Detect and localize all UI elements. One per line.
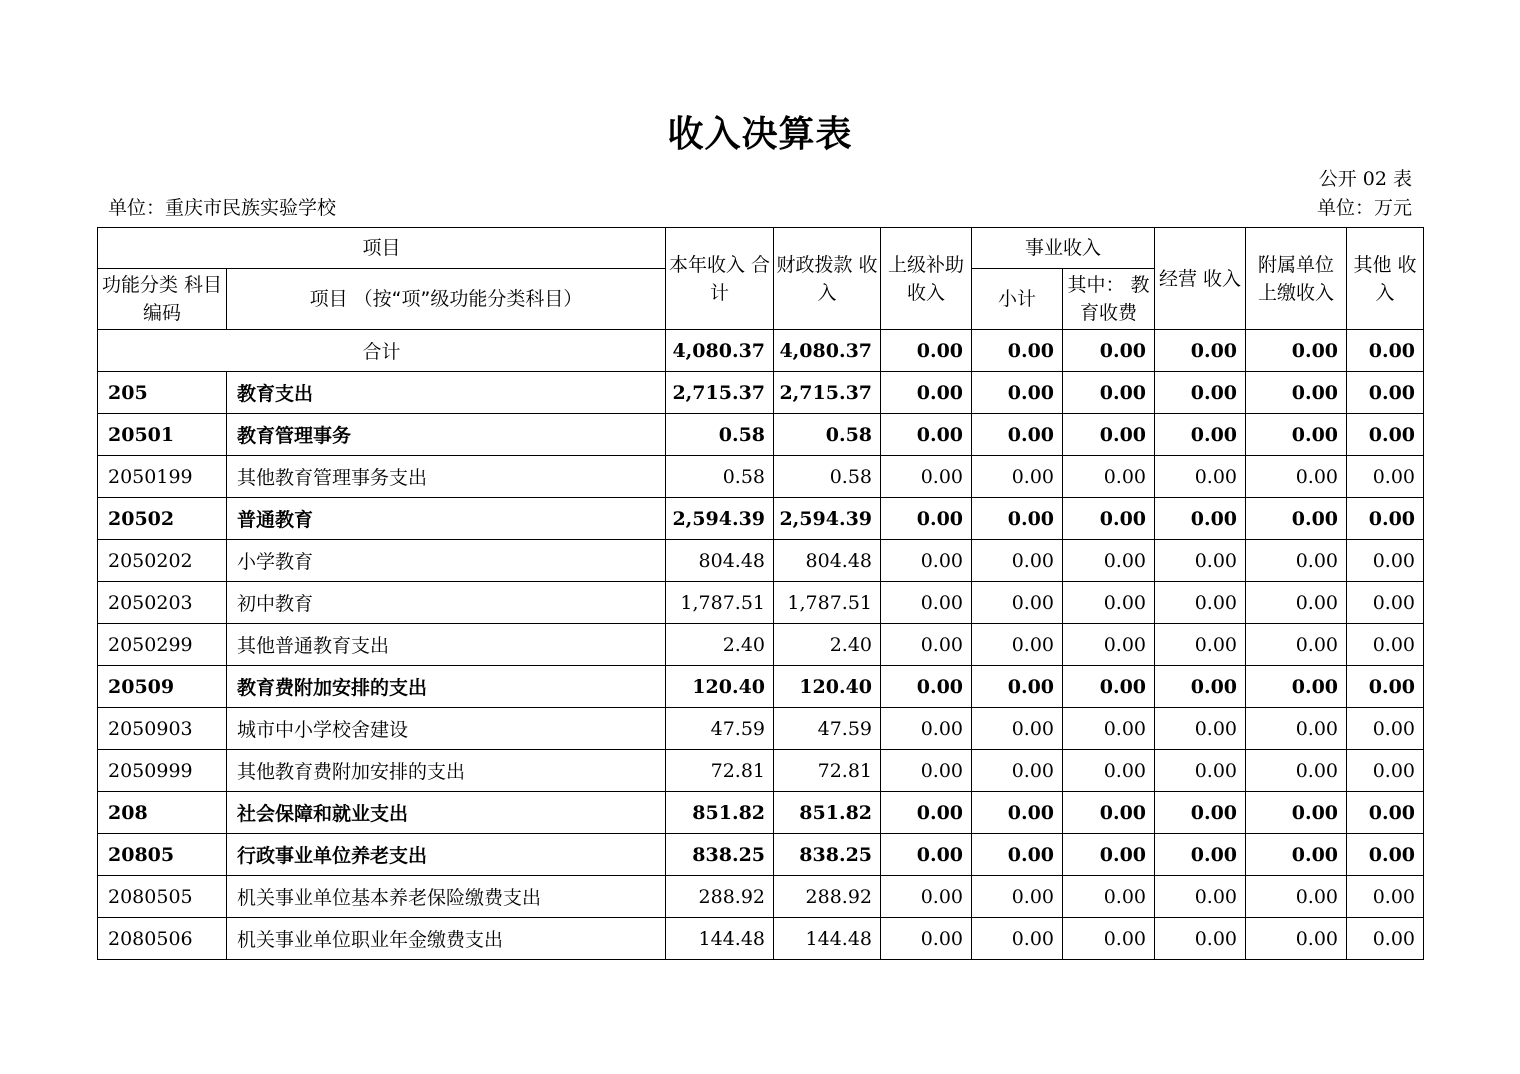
row-name: 普通教育 bbox=[227, 498, 666, 540]
header-affiliated: 附属单位 上缴收入 bbox=[1246, 228, 1347, 330]
row-value: 0.00 bbox=[1155, 666, 1246, 708]
organization-unit: 单位：重庆市民族实验学校 bbox=[108, 197, 337, 219]
row-value: 0.00 bbox=[1155, 582, 1246, 624]
row-value: 0.00 bbox=[972, 456, 1063, 498]
row-value: 0.00 bbox=[881, 834, 972, 876]
row-value: 2,594.39 bbox=[666, 498, 774, 540]
row-value: 0.58 bbox=[774, 456, 881, 498]
row-value: 0.00 bbox=[1155, 750, 1246, 792]
row-value: 2.40 bbox=[774, 624, 881, 666]
row-value: 0.00 bbox=[881, 624, 972, 666]
row-name: 初中教育 bbox=[227, 582, 666, 624]
form-number: 公开 02 表 bbox=[1318, 168, 1412, 190]
row-value: 0.00 bbox=[1063, 372, 1155, 414]
table-row bbox=[98, 834, 1424, 876]
row-value: 0.00 bbox=[1063, 624, 1155, 666]
row-value: 0.00 bbox=[1246, 372, 1347, 414]
row-value: 0.00 bbox=[881, 750, 972, 792]
row-value: 0.58 bbox=[774, 414, 881, 456]
row-code: 205 bbox=[98, 372, 227, 414]
row-value: 0.00 bbox=[1155, 624, 1246, 666]
row-value: 0.00 bbox=[972, 666, 1063, 708]
row-code: 20502 bbox=[98, 498, 227, 540]
row-value: 0.00 bbox=[972, 498, 1063, 540]
row-value: 0.00 bbox=[972, 372, 1063, 414]
table-row bbox=[98, 372, 1424, 414]
row-value: 0.00 bbox=[1155, 372, 1246, 414]
row-code: 2050903 bbox=[98, 708, 227, 750]
row-value: 0.00 bbox=[1246, 624, 1347, 666]
row-value: 0.00 bbox=[1155, 498, 1246, 540]
row-code: 2050999 bbox=[98, 750, 227, 792]
row-name: 教育管理事务 bbox=[227, 414, 666, 456]
row-value: 120.40 bbox=[774, 666, 881, 708]
income-statement-table bbox=[97, 227, 1424, 960]
total-value: 0.00 bbox=[881, 330, 972, 372]
row-value: 0.00 bbox=[1246, 834, 1347, 876]
row-value: 0.00 bbox=[1155, 540, 1246, 582]
header-project: 项目 bbox=[98, 228, 666, 269]
row-value: 0.00 bbox=[1155, 414, 1246, 456]
total-value: 0.00 bbox=[1347, 330, 1424, 372]
row-name: 教育支出 bbox=[227, 372, 666, 414]
total-value: 0.00 bbox=[1063, 330, 1155, 372]
row-value: 0.00 bbox=[1063, 666, 1155, 708]
row-value: 0.00 bbox=[1347, 582, 1424, 624]
row-value: 0.00 bbox=[1246, 582, 1347, 624]
header-superior: 上级补助 收入 bbox=[881, 228, 972, 330]
row-code: 2080505 bbox=[98, 876, 227, 918]
row-value: 2,715.37 bbox=[666, 372, 774, 414]
row-value: 0.00 bbox=[1246, 876, 1347, 918]
row-name: 教育费附加安排的支出 bbox=[227, 666, 666, 708]
row-value: 0.00 bbox=[1063, 414, 1155, 456]
row-value: 0.00 bbox=[1347, 666, 1424, 708]
row-value: 0.00 bbox=[881, 792, 972, 834]
row-value: 0.00 bbox=[1347, 540, 1424, 582]
total-label: 合计 bbox=[98, 330, 666, 372]
row-code: 2080506 bbox=[98, 918, 227, 960]
row-code: 20501 bbox=[98, 414, 227, 456]
row-value: 851.82 bbox=[666, 792, 774, 834]
row-value: 0.00 bbox=[1063, 876, 1155, 918]
table-row bbox=[98, 540, 1424, 582]
row-value: 0.00 bbox=[1246, 414, 1347, 456]
row-value: 804.48 bbox=[666, 540, 774, 582]
row-value: 0.00 bbox=[881, 540, 972, 582]
row-value: 1,787.51 bbox=[774, 582, 881, 624]
header-total: 本年收入 合计 bbox=[666, 228, 774, 330]
row-code: 208 bbox=[98, 792, 227, 834]
header-operating: 经营 收入 bbox=[1155, 228, 1246, 330]
row-value: 47.59 bbox=[666, 708, 774, 750]
row-value: 838.25 bbox=[774, 834, 881, 876]
table-row bbox=[98, 876, 1424, 918]
table-row bbox=[98, 708, 1424, 750]
row-code: 20805 bbox=[98, 834, 227, 876]
row-value: 0.00 bbox=[1246, 708, 1347, 750]
row-value: 0.58 bbox=[666, 456, 774, 498]
row-value: 0.00 bbox=[1246, 540, 1347, 582]
row-value: 0.00 bbox=[1063, 456, 1155, 498]
header-business-subtotal: 小计 bbox=[972, 269, 1063, 330]
row-value: 72.81 bbox=[774, 750, 881, 792]
row-value: 0.00 bbox=[881, 666, 972, 708]
row-value: 0.00 bbox=[1246, 456, 1347, 498]
row-value: 0.00 bbox=[972, 624, 1063, 666]
total-value: 0.00 bbox=[1155, 330, 1246, 372]
row-value: 0.00 bbox=[972, 792, 1063, 834]
row-name: 其他普通教育支出 bbox=[227, 624, 666, 666]
row-value: 0.00 bbox=[1347, 792, 1424, 834]
row-value: 0.00 bbox=[972, 918, 1063, 960]
row-value: 0.00 bbox=[1347, 834, 1424, 876]
row-value: 0.00 bbox=[972, 834, 1063, 876]
row-value: 0.58 bbox=[666, 414, 774, 456]
row-code: 2050202 bbox=[98, 540, 227, 582]
header-business: 事业收入 bbox=[972, 228, 1155, 269]
row-value: 0.00 bbox=[1063, 918, 1155, 960]
total-row bbox=[98, 330, 1424, 372]
header-fiscal: 财政拨款 收入 bbox=[774, 228, 881, 330]
table-row bbox=[98, 582, 1424, 624]
row-value: 47.59 bbox=[774, 708, 881, 750]
row-name: 其他教育管理事务支出 bbox=[227, 456, 666, 498]
row-value: 838.25 bbox=[666, 834, 774, 876]
row-value: 72.81 bbox=[666, 750, 774, 792]
row-value: 144.48 bbox=[774, 918, 881, 960]
row-name: 机关事业单位职业年金缴费支出 bbox=[227, 918, 666, 960]
row-value: 120.40 bbox=[666, 666, 774, 708]
row-value: 0.00 bbox=[1347, 708, 1424, 750]
row-value: 0.00 bbox=[1246, 498, 1347, 540]
row-code: 2050299 bbox=[98, 624, 227, 666]
row-value: 0.00 bbox=[881, 582, 972, 624]
row-name: 城市中小学校舍建设 bbox=[227, 708, 666, 750]
total-value: 4,080.37 bbox=[774, 330, 881, 372]
header-name: 项目 （按“项”级功能分类科目） bbox=[227, 269, 666, 330]
row-value: 0.00 bbox=[1155, 834, 1246, 876]
row-value: 0.00 bbox=[1347, 750, 1424, 792]
header-code: 功能分类 科目编码 bbox=[98, 269, 227, 330]
row-value: 0.00 bbox=[1347, 876, 1424, 918]
header-row-1 bbox=[98, 228, 1424, 269]
header-business-edu: 其中： 教育收费 bbox=[1063, 269, 1155, 330]
row-value: 804.48 bbox=[774, 540, 881, 582]
row-value: 0.00 bbox=[972, 414, 1063, 456]
row-value: 0.00 bbox=[1246, 918, 1347, 960]
row-value: 1,787.51 bbox=[666, 582, 774, 624]
row-value: 0.00 bbox=[881, 414, 972, 456]
row-name: 行政事业单位养老支出 bbox=[227, 834, 666, 876]
row-value: 0.00 bbox=[1347, 456, 1424, 498]
table-row bbox=[98, 456, 1424, 498]
table-row bbox=[98, 666, 1424, 708]
row-value: 0.00 bbox=[1063, 540, 1155, 582]
row-value: 0.00 bbox=[881, 918, 972, 960]
row-value: 2,594.39 bbox=[774, 498, 881, 540]
row-value: 0.00 bbox=[881, 708, 972, 750]
row-name: 小学教育 bbox=[227, 540, 666, 582]
row-value: 0.00 bbox=[1347, 414, 1424, 456]
table-row bbox=[98, 918, 1424, 960]
row-value: 0.00 bbox=[972, 708, 1063, 750]
currency-unit: 单位：万元 bbox=[1316, 197, 1412, 219]
row-value: 0.00 bbox=[1155, 918, 1246, 960]
row-value: 0.00 bbox=[1155, 456, 1246, 498]
row-value: 0.00 bbox=[1063, 582, 1155, 624]
row-code: 20509 bbox=[98, 666, 227, 708]
table-row bbox=[98, 414, 1424, 456]
row-value: 0.00 bbox=[1246, 792, 1347, 834]
row-value: 0.00 bbox=[881, 456, 972, 498]
row-value: 0.00 bbox=[1347, 918, 1424, 960]
row-value: 851.82 bbox=[774, 792, 881, 834]
row-value: 288.92 bbox=[774, 876, 881, 918]
row-value: 0.00 bbox=[972, 750, 1063, 792]
row-value: 0.00 bbox=[1155, 792, 1246, 834]
row-value: 288.92 bbox=[666, 876, 774, 918]
row-value: 0.00 bbox=[1155, 708, 1246, 750]
row-value: 0.00 bbox=[972, 540, 1063, 582]
row-name: 社会保障和就业支出 bbox=[227, 792, 666, 834]
row-value: 144.48 bbox=[666, 918, 774, 960]
row-value: 0.00 bbox=[1063, 750, 1155, 792]
row-code: 2050203 bbox=[98, 582, 227, 624]
header-other: 其他 收入 bbox=[1347, 228, 1424, 330]
row-value: 2,715.37 bbox=[774, 372, 881, 414]
row-name: 机关事业单位基本养老保险缴费支出 bbox=[227, 876, 666, 918]
row-value: 0.00 bbox=[1063, 498, 1155, 540]
row-name: 其他教育费附加安排的支出 bbox=[227, 750, 666, 792]
row-value: 0.00 bbox=[881, 498, 972, 540]
row-value: 0.00 bbox=[1063, 792, 1155, 834]
row-value: 0.00 bbox=[972, 582, 1063, 624]
row-value: 0.00 bbox=[1155, 876, 1246, 918]
table-row bbox=[98, 498, 1424, 540]
row-value: 0.00 bbox=[881, 372, 972, 414]
total-value: 0.00 bbox=[1246, 330, 1347, 372]
row-value: 2.40 bbox=[666, 624, 774, 666]
table-row bbox=[98, 750, 1424, 792]
table-row bbox=[98, 792, 1424, 834]
row-value: 0.00 bbox=[881, 876, 972, 918]
row-value: 0.00 bbox=[1063, 834, 1155, 876]
row-value: 0.00 bbox=[1063, 708, 1155, 750]
total-value: 4,080.37 bbox=[666, 330, 774, 372]
row-code: 2050199 bbox=[98, 456, 227, 498]
row-value: 0.00 bbox=[972, 876, 1063, 918]
row-value: 0.00 bbox=[1347, 372, 1424, 414]
table-row bbox=[98, 624, 1424, 666]
row-value: 0.00 bbox=[1347, 624, 1424, 666]
total-value: 0.00 bbox=[972, 330, 1063, 372]
row-value: 0.00 bbox=[1246, 666, 1347, 708]
row-value: 0.00 bbox=[1246, 750, 1347, 792]
row-value: 0.00 bbox=[1347, 498, 1424, 540]
page-title: 收入决算表 bbox=[667, 114, 853, 155]
